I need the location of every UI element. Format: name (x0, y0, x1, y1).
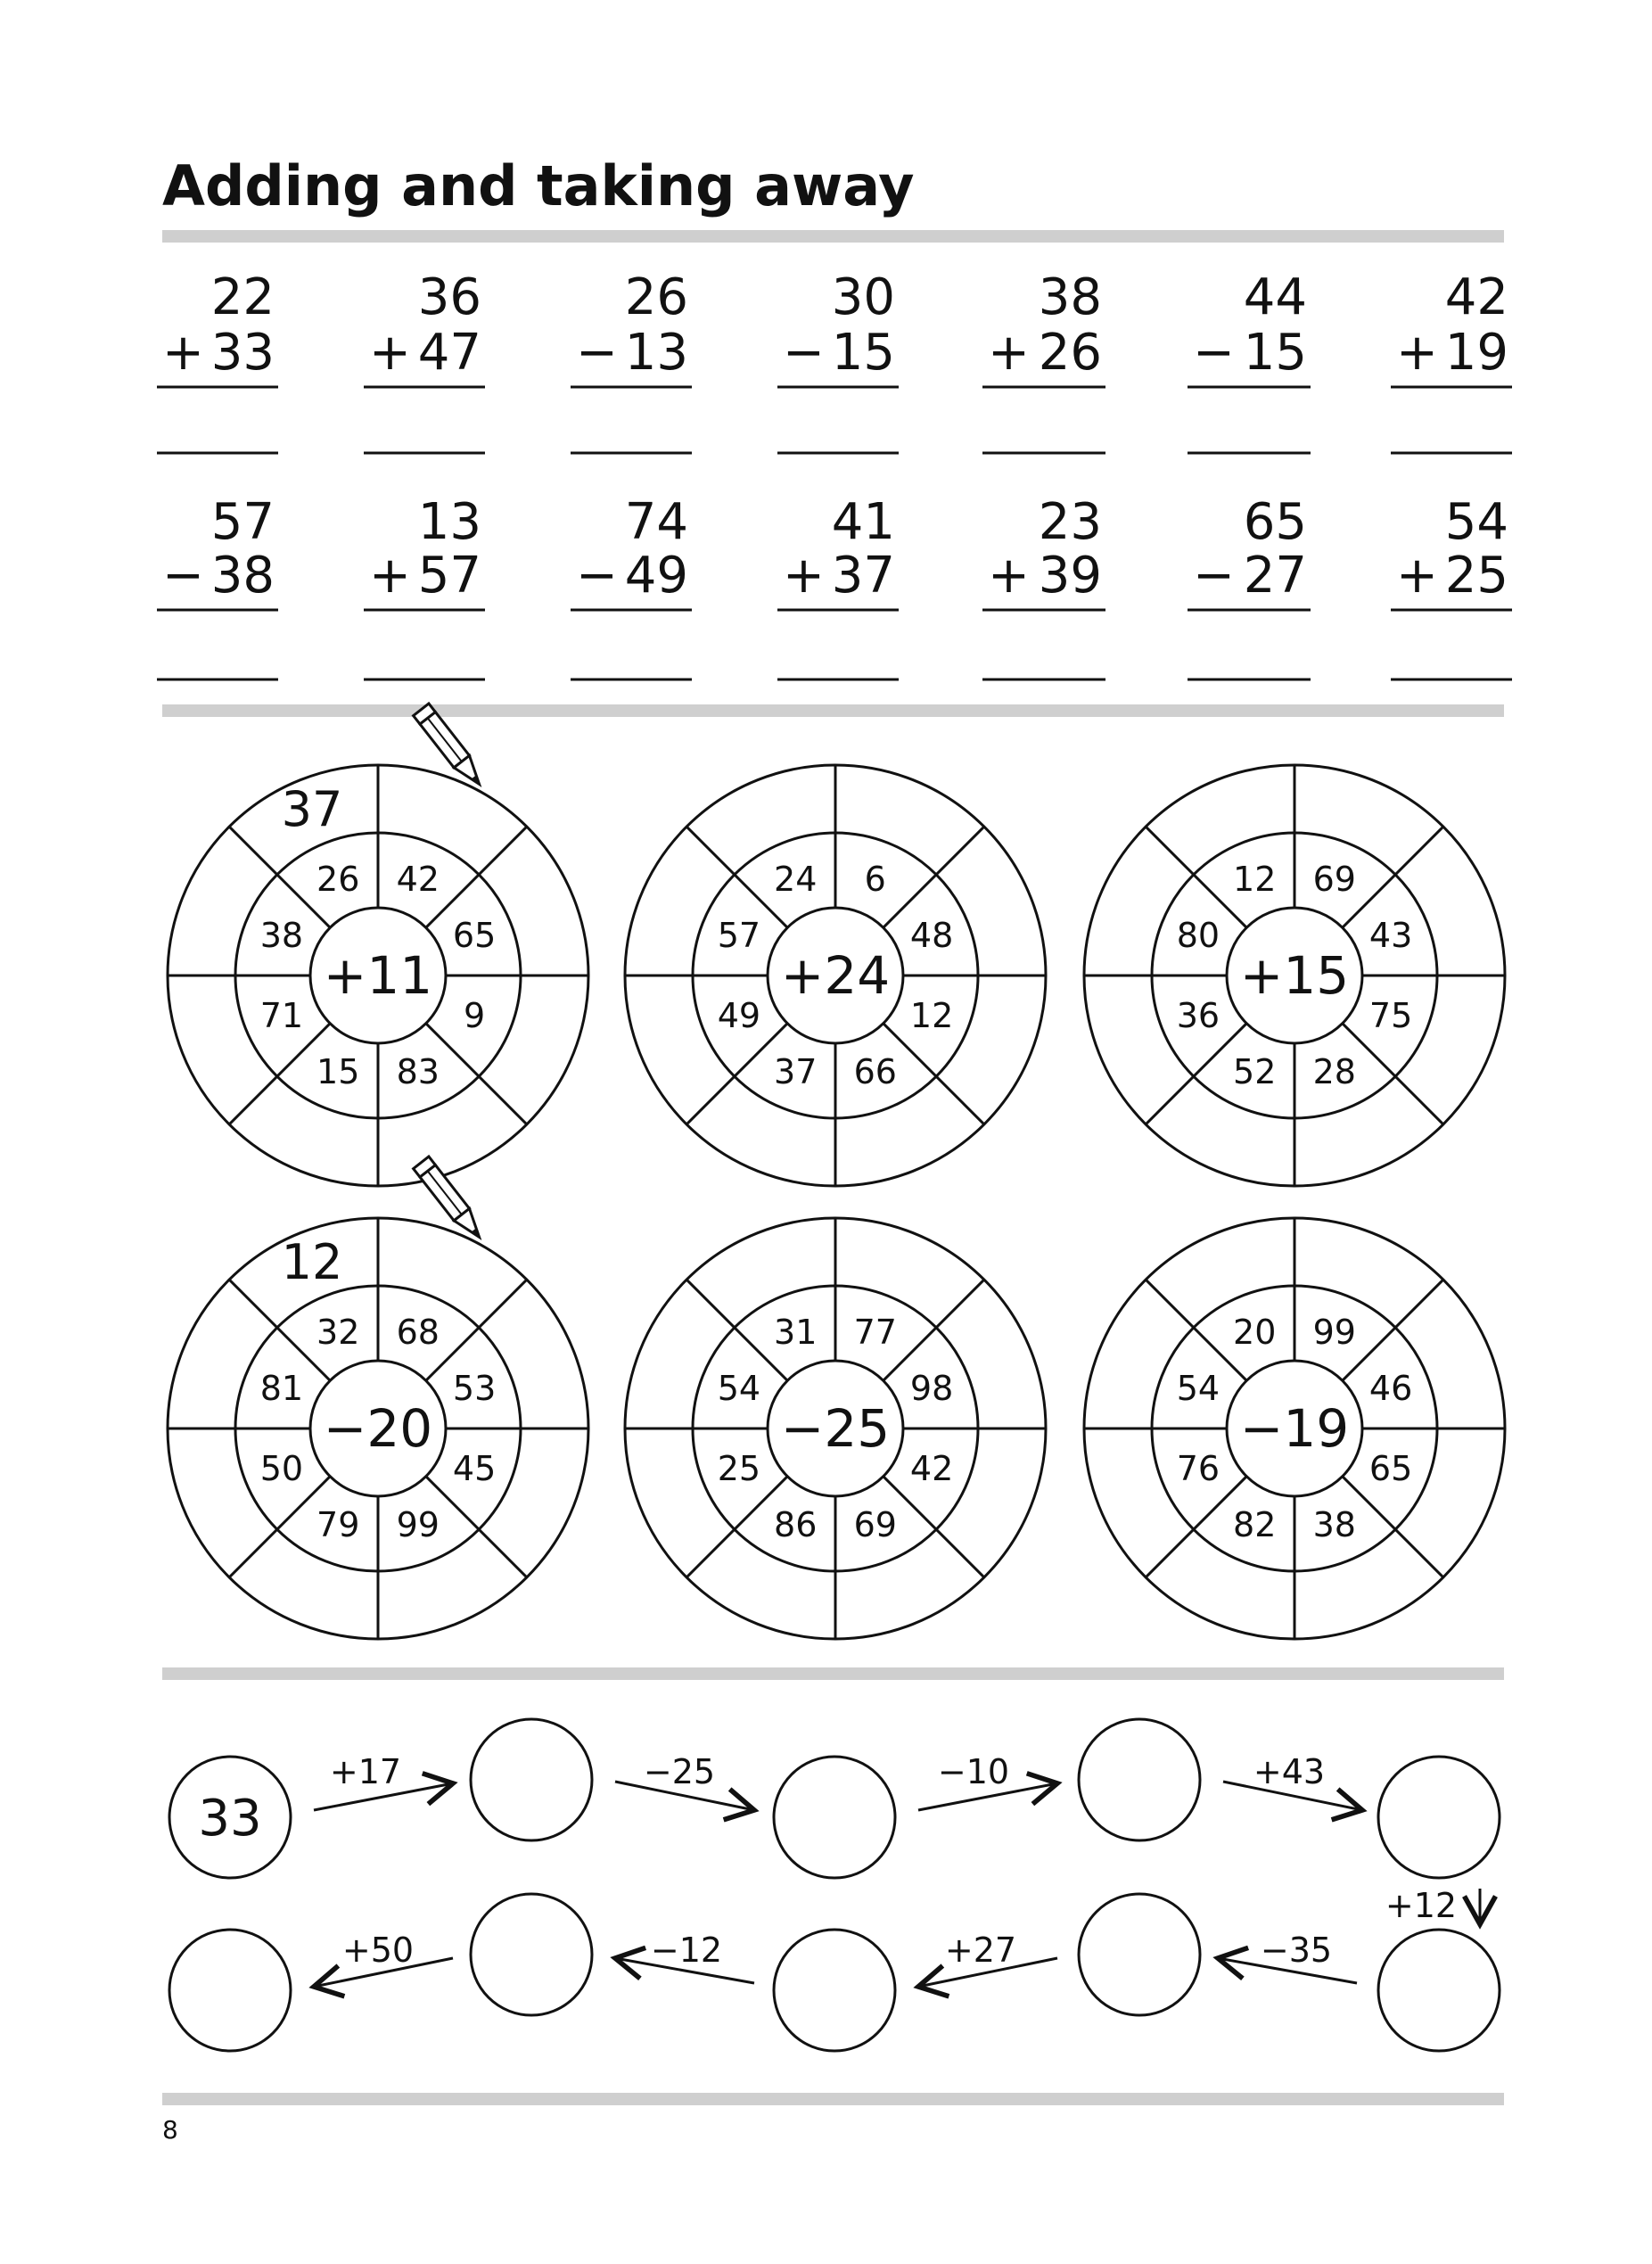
chain-operation: −35 (1260, 1931, 1333, 1970)
vertical-sum (157, 268, 278, 453)
wheel-answer-slot[interactable] (974, 1018, 1023, 1068)
wheel-number: 69 (1312, 859, 1356, 899)
wheel-spoke (1146, 1477, 1246, 1577)
wheel-number: 42 (909, 1448, 954, 1488)
sum-operator: + (369, 547, 411, 605)
wheel-number: 20 (1233, 1312, 1277, 1352)
vertical-sum (571, 493, 692, 679)
wheel-answer-slot[interactable] (1337, 1114, 1387, 1164)
vertical-sum (982, 493, 1105, 679)
wheel-number: 76 (1176, 1448, 1221, 1488)
wheel-spoke (1146, 1024, 1246, 1124)
chain-answer-circle[interactable] (774, 1930, 895, 2051)
chain-operation: −10 (937, 1752, 1010, 1791)
number-wheels (168, 704, 1505, 1639)
wheel-spoke (884, 1280, 984, 1380)
sum-bottom-number: 15 (1243, 324, 1307, 382)
vertical-sums (157, 268, 1512, 679)
wheel-number: 38 (259, 916, 304, 956)
sum-bottom-number: 33 (210, 324, 275, 382)
vertical-sum (1391, 268, 1512, 453)
chain-answer-circle[interactable] (471, 1894, 592, 2015)
wheel-answer-slot[interactable] (647, 1336, 697, 1386)
chain-turn-operation: +12 (1385, 1886, 1458, 1925)
wheel-answer-slot[interactable] (190, 1336, 240, 1386)
chain-answer-circle[interactable] (1378, 1757, 1500, 1878)
wheel-number: 43 (1368, 916, 1413, 956)
sum-operator: + (988, 547, 1030, 605)
sum-operator: + (162, 324, 204, 382)
wheel-answer-slot[interactable] (1433, 1471, 1483, 1521)
wheel-number: 99 (1312, 1312, 1356, 1352)
wheel-operation: −19 (1239, 1398, 1350, 1459)
page-number: 8 (162, 2115, 178, 2145)
sum-bottom-number: 19 (1444, 324, 1508, 382)
sum-bottom-number: 39 (1038, 547, 1102, 605)
chain-operation: −25 (643, 1752, 716, 1791)
sum-top-number: 30 (831, 268, 895, 326)
wheel-answer-slot[interactable] (516, 883, 566, 933)
wheel-answer-slot[interactable] (190, 1471, 240, 1521)
sum-top-number: 36 (417, 268, 481, 326)
wheel-answer-slot[interactable] (1337, 1567, 1387, 1617)
sum-top-number: 44 (1243, 268, 1307, 326)
wheel-number: 24 (774, 859, 818, 899)
sum-operator: − (162, 547, 204, 605)
wheel-answer-slot[interactable] (285, 1567, 335, 1617)
chain-start-number: 33 (198, 1790, 262, 1848)
wheel-number: 71 (259, 995, 304, 1035)
wheel-spoke (1343, 827, 1443, 927)
wheel-answer-slot[interactable] (647, 1018, 697, 1068)
wheel-operation: +15 (1239, 945, 1350, 1006)
wheel-operation: −20 (323, 1398, 433, 1459)
wheel-answer-slot[interactable] (1106, 1336, 1156, 1386)
wheel-spoke (884, 827, 984, 927)
wheel-answer-slot[interactable] (878, 1567, 928, 1617)
wheel-operation: +11 (323, 945, 433, 1006)
wheel-answer-slot[interactable] (1202, 1114, 1252, 1164)
wheel-spoke (686, 1477, 787, 1577)
wheel-spoke (686, 1024, 787, 1124)
sum-bottom-number: 27 (1243, 547, 1307, 605)
sum-operator: − (1193, 547, 1235, 605)
wheel-spoke (686, 1280, 787, 1380)
wheel-answer-slot[interactable] (647, 883, 697, 933)
wheel-answer-slot[interactable] (974, 1471, 1023, 1521)
number-chain (169, 1719, 1500, 2051)
wheel-number: 80 (1176, 916, 1221, 956)
sum-operator: − (576, 547, 618, 605)
wheel-number: 49 (717, 995, 761, 1035)
sum-bottom-number: 38 (210, 547, 275, 605)
chain-answer-circle[interactable] (471, 1719, 592, 1840)
vertical-sum (1391, 493, 1512, 679)
wheel-operation: −25 (780, 1398, 891, 1459)
wheel-spoke (686, 827, 787, 927)
wheel-answer-slot[interactable] (974, 883, 1023, 933)
divider-band-sums (162, 704, 1504, 717)
wheel-example-answer: 37 (281, 781, 343, 837)
chain-operation: −12 (650, 1931, 723, 1970)
sum-operator: + (1396, 324, 1438, 382)
chain-operation: +43 (1253, 1752, 1326, 1791)
wheel-number: 38 (1312, 1505, 1356, 1545)
wheel-answer-slot[interactable] (878, 787, 928, 837)
wheel-spoke (1343, 1280, 1443, 1380)
sum-bottom-number: 25 (1444, 547, 1508, 605)
wheel-answer-slot[interactable] (421, 787, 471, 837)
sum-top-number: 65 (1243, 493, 1307, 551)
sum-operator: + (1396, 547, 1438, 605)
sum-top-number: 38 (1038, 268, 1102, 326)
wheel-spoke (229, 1024, 330, 1124)
wheel-answer-slot[interactable] (190, 883, 240, 933)
wheel-answer-slot[interactable] (743, 1567, 793, 1617)
sum-operator: − (576, 324, 618, 382)
sum-bottom-number: 26 (1038, 324, 1102, 382)
wheel-number: 77 (853, 1312, 897, 1352)
sum-operator: + (783, 547, 825, 605)
vertical-sum (1188, 493, 1311, 679)
wheel-number: 66 (853, 1052, 897, 1092)
wheel-answer-slot[interactable] (1433, 1336, 1483, 1386)
wheel-number: 53 (452, 1369, 497, 1409)
chain-operation: +27 (944, 1931, 1017, 1970)
wheel-spoke (884, 1024, 984, 1124)
wheel-answer-slot[interactable] (516, 1336, 566, 1386)
wheel-number: 57 (717, 916, 761, 956)
sum-top-number: 54 (1444, 493, 1508, 551)
wheel-answer-slot[interactable] (421, 1567, 471, 1617)
sum-operator: + (988, 324, 1030, 382)
wheel-answer-slot[interactable] (1337, 1240, 1387, 1290)
wheel-answer-slot[interactable] (1337, 787, 1387, 837)
wheel-answer-slot[interactable] (1202, 787, 1252, 837)
number-wheel (625, 765, 1046, 1186)
chain-answer-circle[interactable] (1079, 1894, 1200, 2015)
wheel-spoke (426, 1477, 527, 1577)
wheel-spoke (426, 827, 527, 927)
wheel-number: 65 (452, 916, 497, 956)
wheel-answer-slot[interactable] (878, 1240, 928, 1290)
chain-answer-circle[interactable] (1378, 1930, 1500, 2051)
wheel-answer-slot[interactable] (190, 1018, 240, 1068)
wheel-answer-slot[interactable] (516, 1018, 566, 1068)
wheel-answer-slot[interactable] (1433, 1018, 1483, 1068)
divider-band-bottom (162, 2093, 1504, 2105)
wheel-number: 46 (1368, 1369, 1413, 1409)
chain-operation: +17 (329, 1752, 402, 1791)
wheel-number: 54 (1176, 1369, 1221, 1409)
sum-operator: − (1193, 324, 1235, 382)
sum-top-number: 41 (831, 493, 895, 551)
wheel-answer-slot[interactable] (516, 1471, 566, 1521)
wheel-number: 25 (717, 1448, 761, 1488)
wheel-answer-slot[interactable] (1202, 1567, 1252, 1617)
vertical-sum (1188, 268, 1311, 453)
vertical-sum (157, 493, 278, 679)
wheel-number: 99 (396, 1505, 440, 1545)
wheel-number: 86 (774, 1505, 818, 1545)
wheel-answer-slot[interactable] (1106, 883, 1156, 933)
wheel-spoke (426, 1024, 527, 1124)
vertical-sum (364, 268, 485, 453)
divider-band-top (162, 230, 1504, 243)
sum-bottom-number: 49 (624, 547, 688, 605)
vertical-sum (364, 493, 485, 679)
wheel-spoke (884, 1477, 984, 1577)
wheel-number: 52 (1233, 1052, 1277, 1092)
wheel-spoke (1343, 1024, 1443, 1124)
wheel-answer-slot[interactable] (743, 1240, 793, 1290)
wheel-number: 15 (316, 1052, 360, 1092)
wheel-answer-slot[interactable] (647, 1471, 697, 1521)
number-wheel (625, 1218, 1046, 1639)
wheel-number: 65 (1368, 1448, 1413, 1488)
wheel-answer-slot[interactable] (421, 1240, 471, 1290)
wheel-number: 75 (1368, 995, 1413, 1035)
sum-bottom-number: 37 (831, 547, 895, 605)
wheel-number: 28 (1312, 1052, 1356, 1092)
wheel-answer-slot[interactable] (974, 1336, 1023, 1386)
sum-top-number: 42 (1444, 268, 1508, 326)
wheel-answer-slot[interactable] (1106, 1471, 1156, 1521)
chain-answer-circle[interactable] (169, 1930, 291, 2051)
vertical-sum (777, 268, 899, 453)
wheel-answer-slot[interactable] (285, 1114, 335, 1164)
wheel-number: 69 (853, 1505, 897, 1545)
wheel-number: 98 (909, 1369, 954, 1409)
vertical-sum (777, 493, 899, 679)
wheel-number: 31 (774, 1312, 818, 1352)
wheel-number: 83 (396, 1052, 440, 1092)
wheel-spoke (1146, 1280, 1246, 1380)
number-wheel (168, 1157, 588, 1639)
sum-top-number: 13 (417, 493, 481, 551)
wheel-number: 81 (259, 1369, 304, 1409)
vertical-sum (571, 268, 692, 453)
wheel-number: 50 (259, 1448, 304, 1488)
wheel-spoke (1146, 827, 1246, 927)
wheel-number: 26 (316, 859, 360, 899)
number-wheel (1084, 765, 1505, 1186)
wheel-answer-slot[interactable] (1106, 1018, 1156, 1068)
wheel-number: 42 (396, 859, 440, 899)
wheel-spoke (229, 1280, 330, 1380)
sum-bottom-number: 13 (624, 324, 688, 382)
chain-answer-circle[interactable] (1079, 1719, 1200, 1840)
wheel-number: 9 (464, 995, 486, 1035)
wheel-number: 12 (909, 995, 954, 1035)
sum-top-number: 26 (624, 268, 688, 326)
wheel-number: 45 (452, 1448, 497, 1488)
wheel-spoke (1343, 1477, 1443, 1577)
wheel-number: 12 (1233, 859, 1277, 899)
sum-top-number: 22 (210, 268, 275, 326)
sum-bottom-number: 47 (417, 324, 481, 382)
wheel-answer-slot[interactable] (878, 1114, 928, 1164)
wheel-number: 79 (316, 1505, 360, 1545)
wheel-spoke (229, 827, 330, 927)
sum-top-number: 23 (1038, 493, 1102, 551)
wheel-answer-slot[interactable] (1202, 1240, 1252, 1290)
wheel-number: 48 (909, 916, 954, 956)
wheel-number: 36 (1176, 995, 1221, 1035)
chain-answer-circle[interactable] (774, 1757, 895, 1878)
number-wheel (168, 704, 588, 1186)
wheel-spoke (426, 1280, 527, 1380)
wheel-example-answer: 12 (281, 1234, 343, 1290)
wheel-answer-slot[interactable] (743, 1114, 793, 1164)
sum-bottom-number: 57 (417, 547, 481, 605)
sum-top-number: 57 (210, 493, 275, 551)
wheel-answer-slot[interactable] (1433, 883, 1483, 933)
wheel-number: 6 (864, 859, 886, 899)
wheel-spoke (229, 1477, 330, 1577)
sum-bottom-number: 15 (831, 324, 895, 382)
wheel-number: 32 (316, 1312, 360, 1352)
number-wheel (1084, 1218, 1505, 1639)
divider-band-wheels (162, 1667, 1504, 1680)
page-title: Adding and taking away (162, 153, 915, 218)
sum-top-number: 74 (624, 493, 688, 551)
wheel-number: 82 (1233, 1505, 1277, 1545)
wheel-number: 54 (717, 1369, 761, 1409)
chain-operation: +50 (341, 1931, 415, 1970)
vertical-sum (982, 268, 1105, 453)
sum-operator: − (783, 324, 825, 382)
wheel-number: 37 (774, 1052, 818, 1092)
wheel-answer-slot[interactable] (743, 787, 793, 837)
wheel-number: 68 (396, 1312, 440, 1352)
sum-operator: + (369, 324, 411, 382)
wheel-operation: +24 (780, 945, 891, 1006)
